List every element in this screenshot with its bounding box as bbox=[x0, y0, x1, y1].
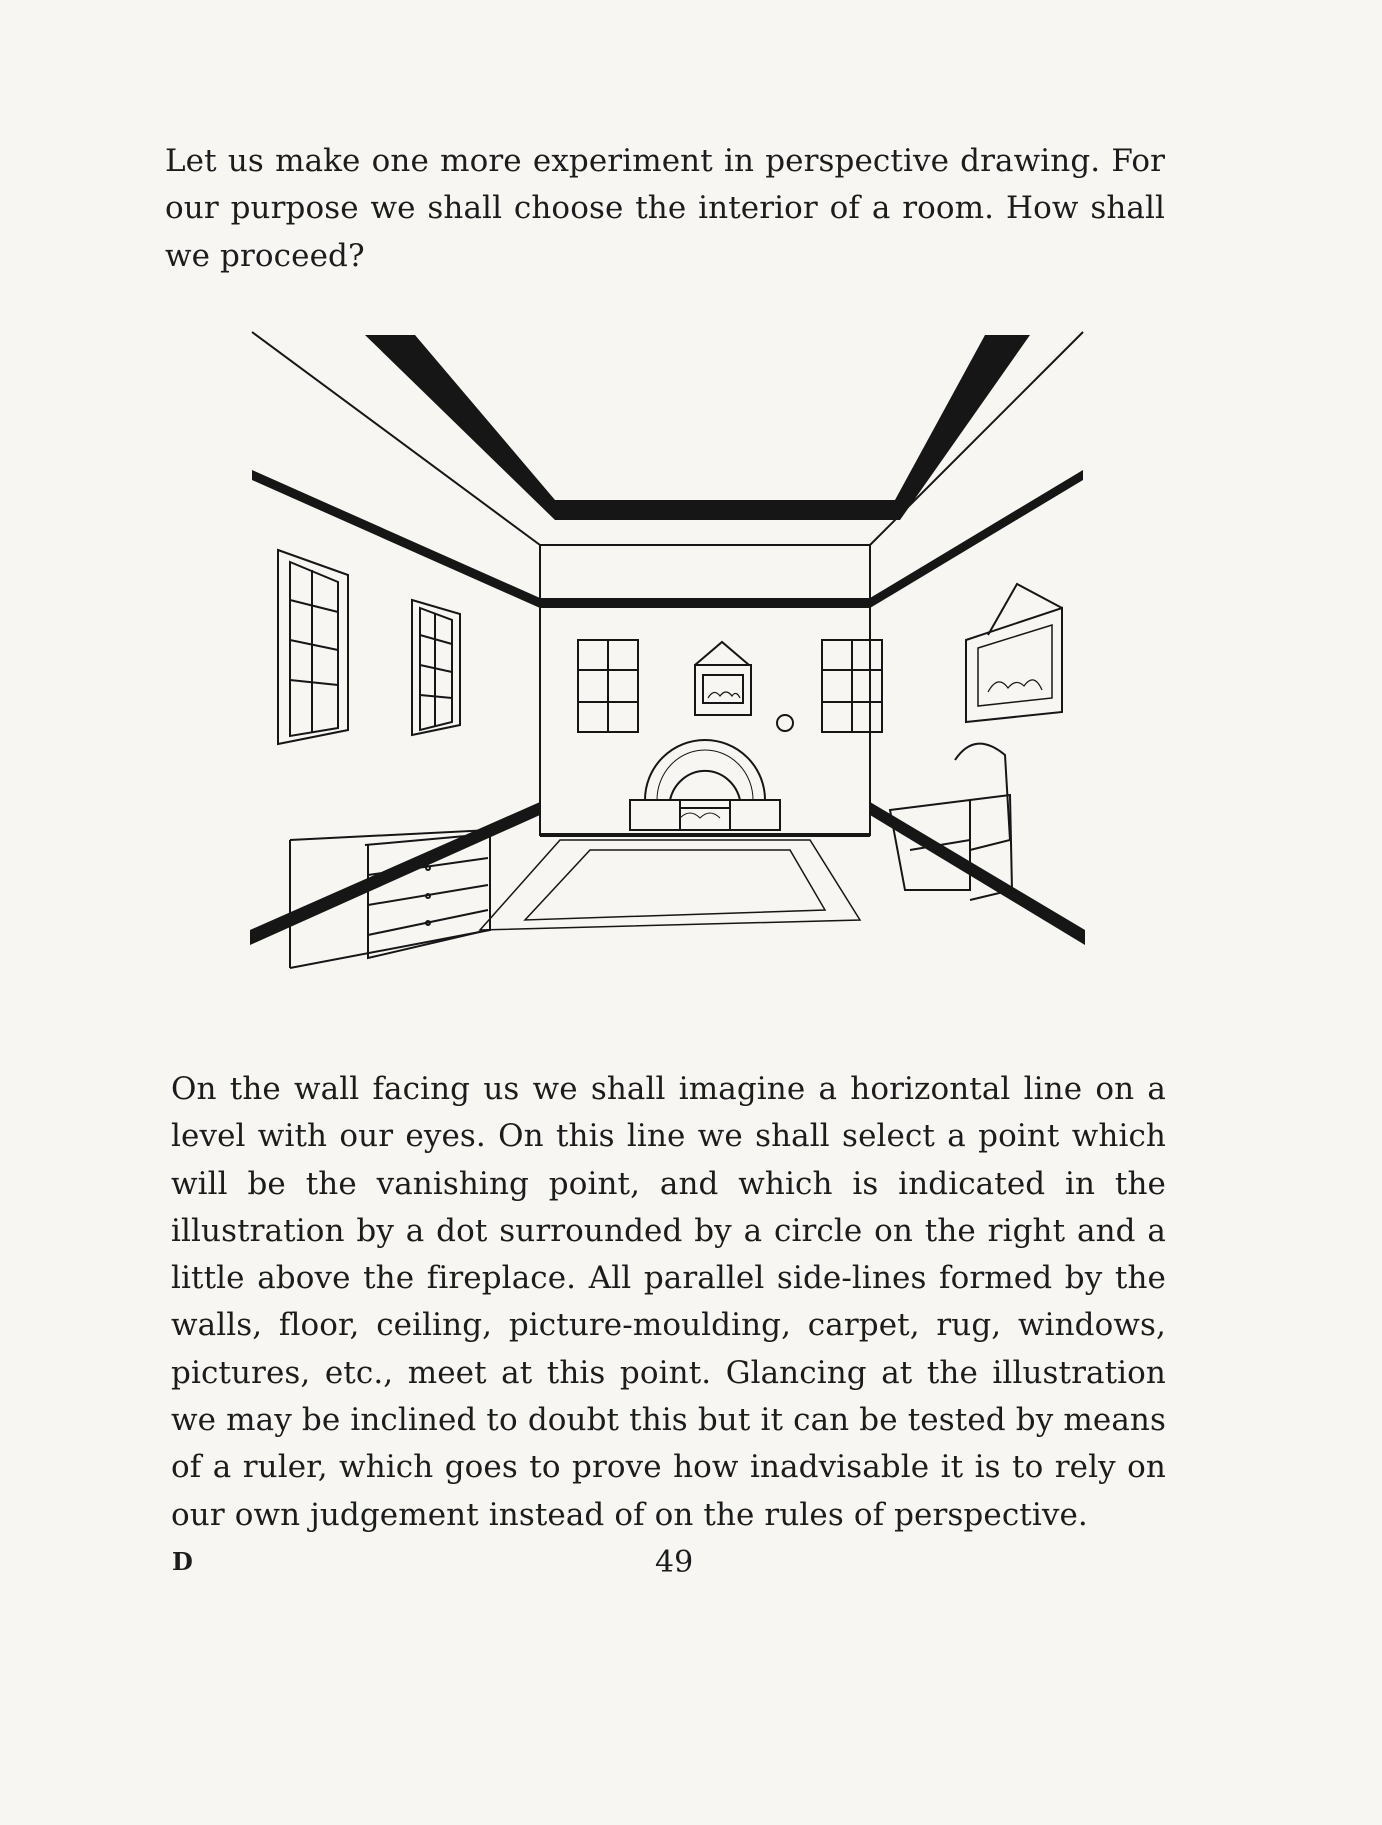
paragraph-intro: Let us make one more experiment in perspective drawing. For our purpose we shall choose the interior of a room. How shall we proceed? bbox=[165, 143, 1165, 274]
left-window-far bbox=[412, 600, 460, 735]
vanishing-point-circle bbox=[777, 715, 793, 731]
signature-mark: D bbox=[172, 1547, 193, 1576]
rug-inner bbox=[525, 850, 825, 920]
room-perspective-illustration bbox=[250, 330, 1085, 970]
paragraph-vanishing-point: On the wall facing us we shall imagine a horizontal line on a level with our eyes. On this line we shall select a point which will be the vanishing point, and which is indicated in the illustration by a dot surrounded by a circle on the right and a little above the fireplace. All parallel side-lines formed by the walls, floor, ceiling, picture-moulding, carpet, rug, windows, pictures, etc., meet at this point. Glancing at the illustration we may be inclined to doubt this but it can be tested by means of a ruler, which goes to prove how inadvisable it is to rely on our own judgement instead of on the rules of perspective. bbox=[171, 1071, 1166, 1533]
right-wall-picture bbox=[966, 584, 1062, 722]
moulding-back bbox=[540, 598, 870, 608]
back-wall-picture bbox=[695, 642, 751, 715]
skirting-left bbox=[250, 802, 540, 945]
page-number: 49 bbox=[655, 1545, 694, 1580]
back-window-left bbox=[578, 640, 638, 732]
fireplace bbox=[630, 740, 780, 830]
moulding-left bbox=[252, 470, 540, 608]
ceiling-panel-band bbox=[365, 335, 1030, 520]
back-wall bbox=[540, 545, 870, 835]
back-window-right bbox=[822, 640, 882, 732]
left-window-near bbox=[278, 550, 348, 744]
rug-outer bbox=[480, 840, 860, 930]
